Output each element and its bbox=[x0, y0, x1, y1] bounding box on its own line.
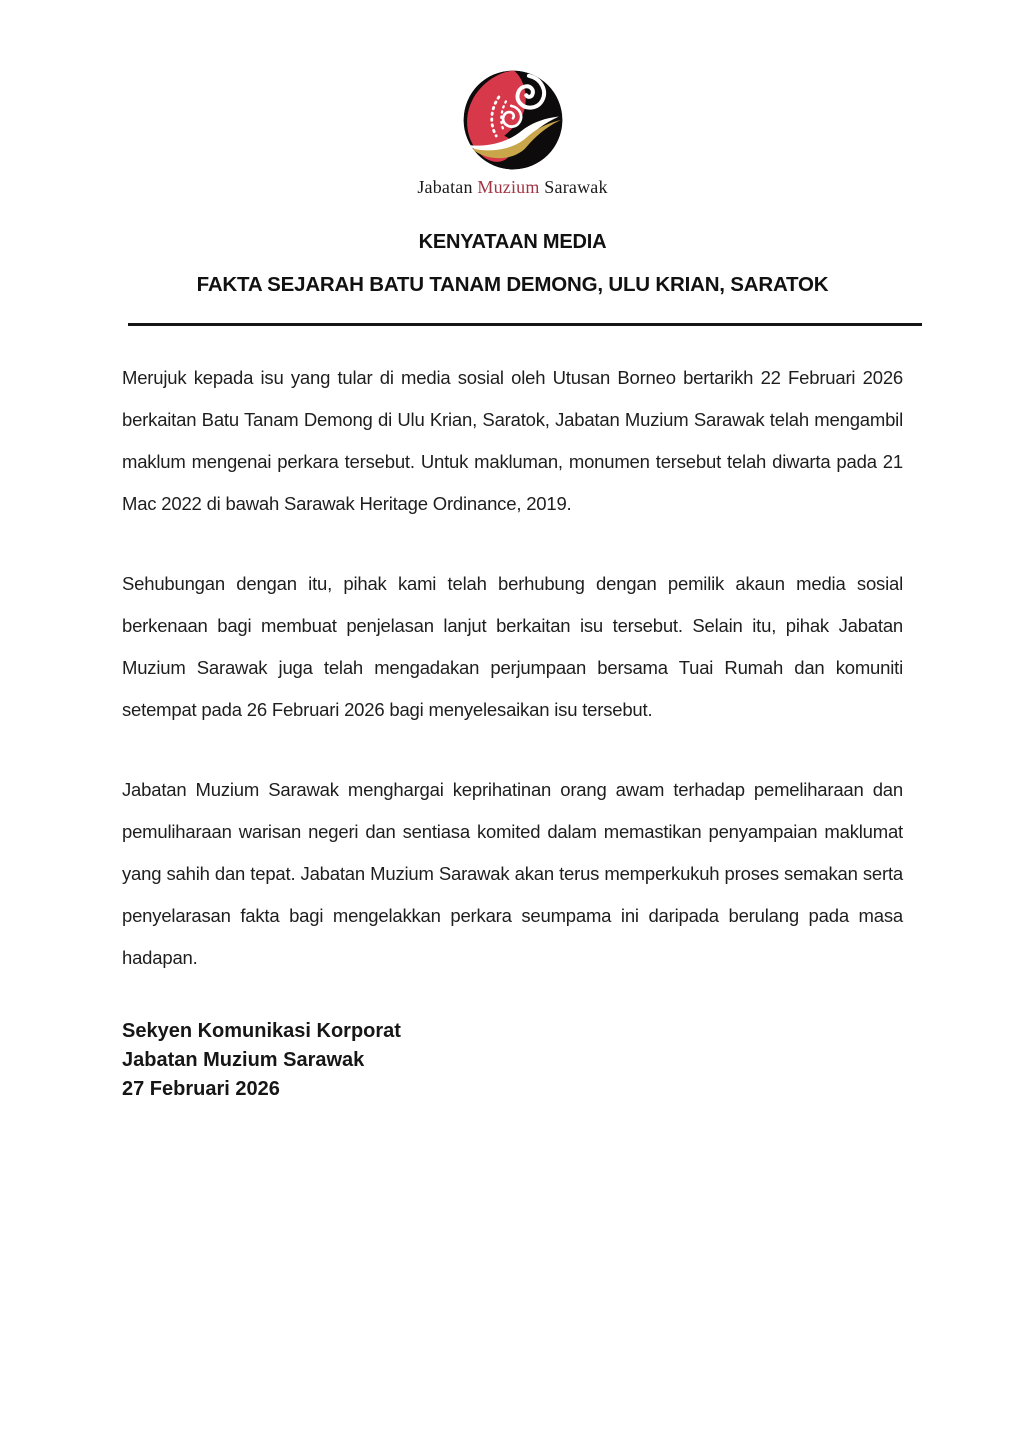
press-release-body bbox=[122, 357, 903, 979]
signature-section: Sekyen Komunikasi Korporat bbox=[122, 1020, 401, 1042]
horizontal-divider bbox=[128, 323, 922, 326]
document-type-heading: KENYATAAN MEDIA bbox=[418, 231, 607, 253]
wordmark-muzium: Muzium bbox=[477, 177, 540, 197]
signature-date: 27 Februari 2026 bbox=[122, 1078, 280, 1100]
title-block bbox=[122, 230, 903, 326]
paragraph-3: Jabatan Muzium Sarawak menghargai keprihatinan orang awam terhadap pemeliharaan dan pemuliharaan warisan negeri dan sentiasa komited dalam memastikan penyampaian maklumat yang sahih dan tepat. Jabatan Muzium Sarawak akan terus memperkukuh proses semakan serta penyelarasan fakta bagi mengelakkan perkara seumpama ini daripada berulang pada masa hadapan. bbox=[122, 779, 903, 968]
wordmark-jabatan: Jabatan bbox=[417, 177, 473, 197]
paragraph-2: Sehubungan dengan itu, pihak kami telah berhubung dengan pemilik akaun media sosial berkenaan bagi membuat penjelasan lanjut berkaitan isu tersebut. Selain itu, pihak Jabatan Muzium Sarawak juga telah mengadakan perjumpaan bersama Tuai Rumah dan komuniti setempat pada 26 Februari 2026 bagi menyelesaikan isu tersebut. bbox=[122, 573, 903, 720]
masthead bbox=[122, 67, 903, 198]
page-title: FAKTA SEJARAH BATU TANAM DEMONG, ULU KRIAN, SARATOK bbox=[196, 273, 829, 296]
museum-logo-icon bbox=[460, 67, 566, 173]
logo-wordmark bbox=[122, 176, 903, 198]
paragraph-1: Merujuk kepada isu yang tular di media sosial oleh Utusan Borneo bertarikh 22 Februari 2026 berkaitan Batu Tanam Demong di Ulu Krian, Saratok, Jabatan Muzium Sarawak telah mengambil maklum mengenai perkara tersebut. Untuk makluman, monumen tersebut telah diwarta pada 21 Mac 2022 di bawah Sarawak Heritage Ordinance, 2019. bbox=[122, 367, 903, 514]
wordmark-sarawak: Sarawak bbox=[544, 177, 608, 197]
signature-block bbox=[122, 1017, 903, 1104]
signature-department: Jabatan Muzium Sarawak bbox=[122, 1049, 365, 1071]
